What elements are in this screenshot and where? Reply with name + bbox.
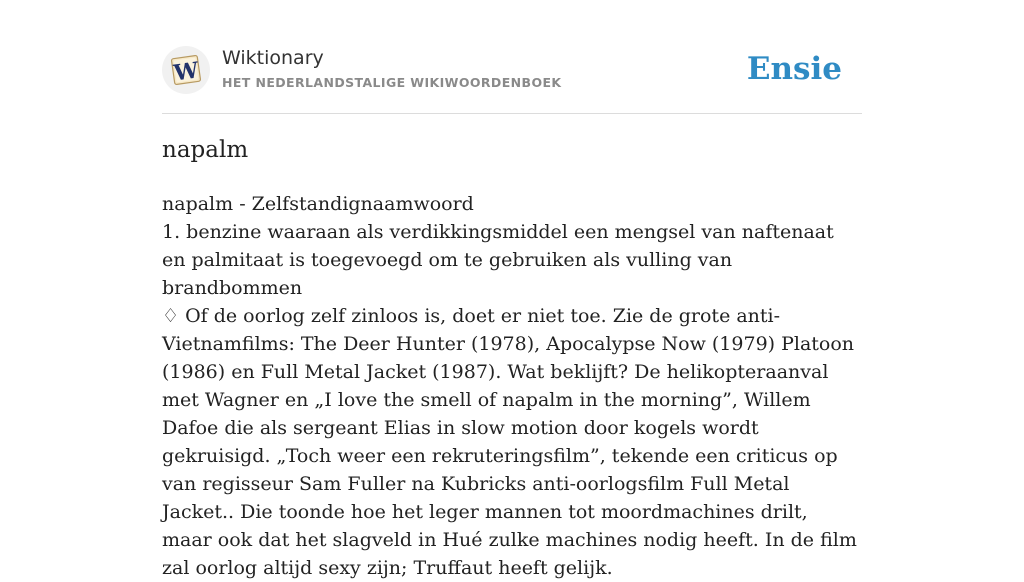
wiktionary-logo-icon[interactable]: [162, 46, 210, 94]
definition-text: 1. benzine waaraan als verdikkingsmiddel een mengsel van naftenaat en palmitaat is toegevoegd om te gebruiken als vulling van brandbommen: [162, 221, 834, 299]
site-name[interactable]: Wiktionary: [222, 47, 324, 69]
example-quote: ♢ Of de oorlog zelf zinloos is, doet er niet toe. Zie de grote anti-Vietnamfilms: The Deer Hunter (1978), Apocalypse Now (1979) Platoon (1986) en Full Metal Jacket (1987). Wat beklijft? De helikopteraanval met Wagner en „I love the smell of napalm in the morning”, Willem Dafoe die als sergeant Elias in slow motion door kogels wordt gekruisigd. „Toch weer een rekruteringsfilm”, tekende een criticus op van regisseur Sam Fuller na Kubricks anti-oorlogsfilm Full Metal Jacket.. Die toonde hoe het leger mannen tot moordmachines drilt, maar ook dat het slagveld in Hué zulke machines nodig heeft. In de film zal oorlog altijd sexy zijn; Truffaut heeft gelijk.: [162, 305, 857, 579]
entry-title: napalm: [162, 137, 249, 163]
header-divider: [162, 113, 862, 114]
entry-content: [162, 190, 862, 582]
site-tagline: HET NEDERLANDSTALIGE WIKIWOORDENBOEK: [222, 75, 562, 90]
svg-text:W: W: [172, 57, 201, 87]
site-header: [162, 46, 862, 96]
page: [162, 0, 862, 579]
word-class-line: napalm - Zelfstandignaamwoord: [162, 193, 474, 215]
ensie-brand-logo[interactable]: Ensie: [746, 51, 842, 87]
